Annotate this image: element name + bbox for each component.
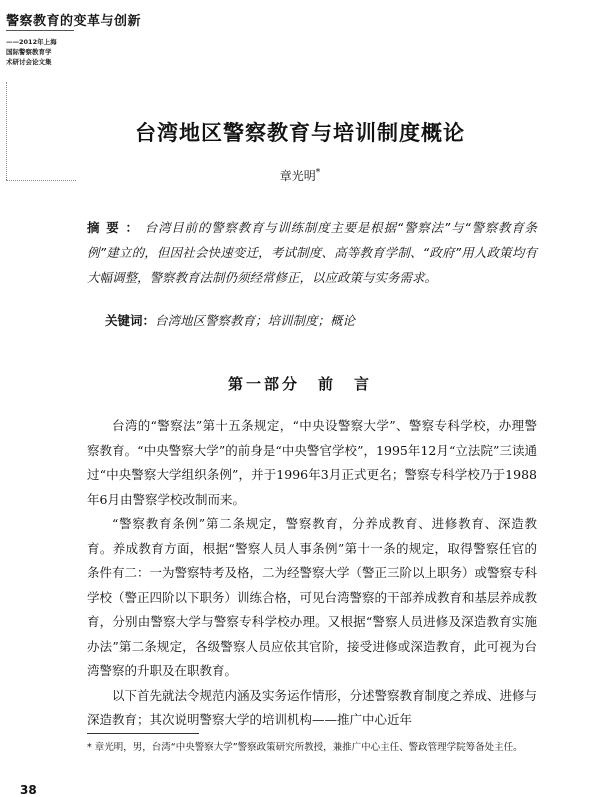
abstract [87,215,537,290]
section-heading: 第一部分 前 言 [227,375,372,393]
article-title: 台湾地区警察教育与培训制度概论 [135,121,465,145]
abstract-label: 摘要： [87,220,145,235]
body-text [87,414,537,733]
conference-note-line: ——2012年上海 [6,38,57,46]
running-header-title: 警察教育的变革与创新 [6,14,142,29]
paragraph: 以下首先就法令规范内涵及实务运作情形，分述警察教育制度之养成、进修与深造教育；其次说明警察大学的培训机构——推广中心近年 [87,687,538,727]
author-name: 章光明 [279,169,316,183]
author-footnote-mark: * [315,168,321,178]
abstract-text: 台湾目前的警察教育与训练制度主要是根据“警察法”与“警察教育条例”建立的，但因社会快速变迁，考试制度、高等教育学制、“政府”用人政策均有大幅调整，警察教育法制仍须经常修正，以应政策与实务需求。 [87,220,537,285]
keywords [105,308,545,333]
footnote-rule [87,733,199,734]
page-number: 38 [20,783,37,797]
author-line [0,167,600,184]
footnote: * 章光明，男，台湾“中央警察大学”警察政策研究所教授，兼推广中心主任、警政管理学院筹备处主任。 [87,742,523,753]
conference-note-line: 术研讨会论文集 [6,58,52,66]
header-rule [6,30,74,31]
keywords-label: 关键词： [105,313,156,328]
keywords-text: 台湾地区警察教育；培训制度；概论 [155,313,356,328]
conference-note-line: 国际警察教育学 [6,48,52,56]
paragraph: “警察教育条例”第二条规定，警察教育，分养成教育、进修教育、深造教育。养成教育方面，根据“警察人员人事条例”第十一条的规定，取得警察任官的条件有二：一为警察特考及格，二为经警察大学（警正三阶以上职务）或警察专科学校（警正四阶以下职务）训练合格，可见台湾警察的干部养成教育和基层养成教育，分别由警察大学与警察专科学校办理。又根据“警察人员进修及深造教育实施办法”第二条规定，各级警察人员应依其官阶，接受进修或深造教育，此可视为台湾警察的升职及在职教育。 [87,516,538,678]
conference-note [6,37,80,67]
paragraph: 台湾的“警察法”第十五条规定，“中央设警察大学”、警察专科学校，办理警察教育。“中央警察大学”的前身是“中央警官学校”，1995年12月“立法院”三读通过“中央警察大学组织条例”，并于1996年3月正式更名；警察专科学校乃于1988年6月由警察学校改制而来。 [87,418,537,507]
